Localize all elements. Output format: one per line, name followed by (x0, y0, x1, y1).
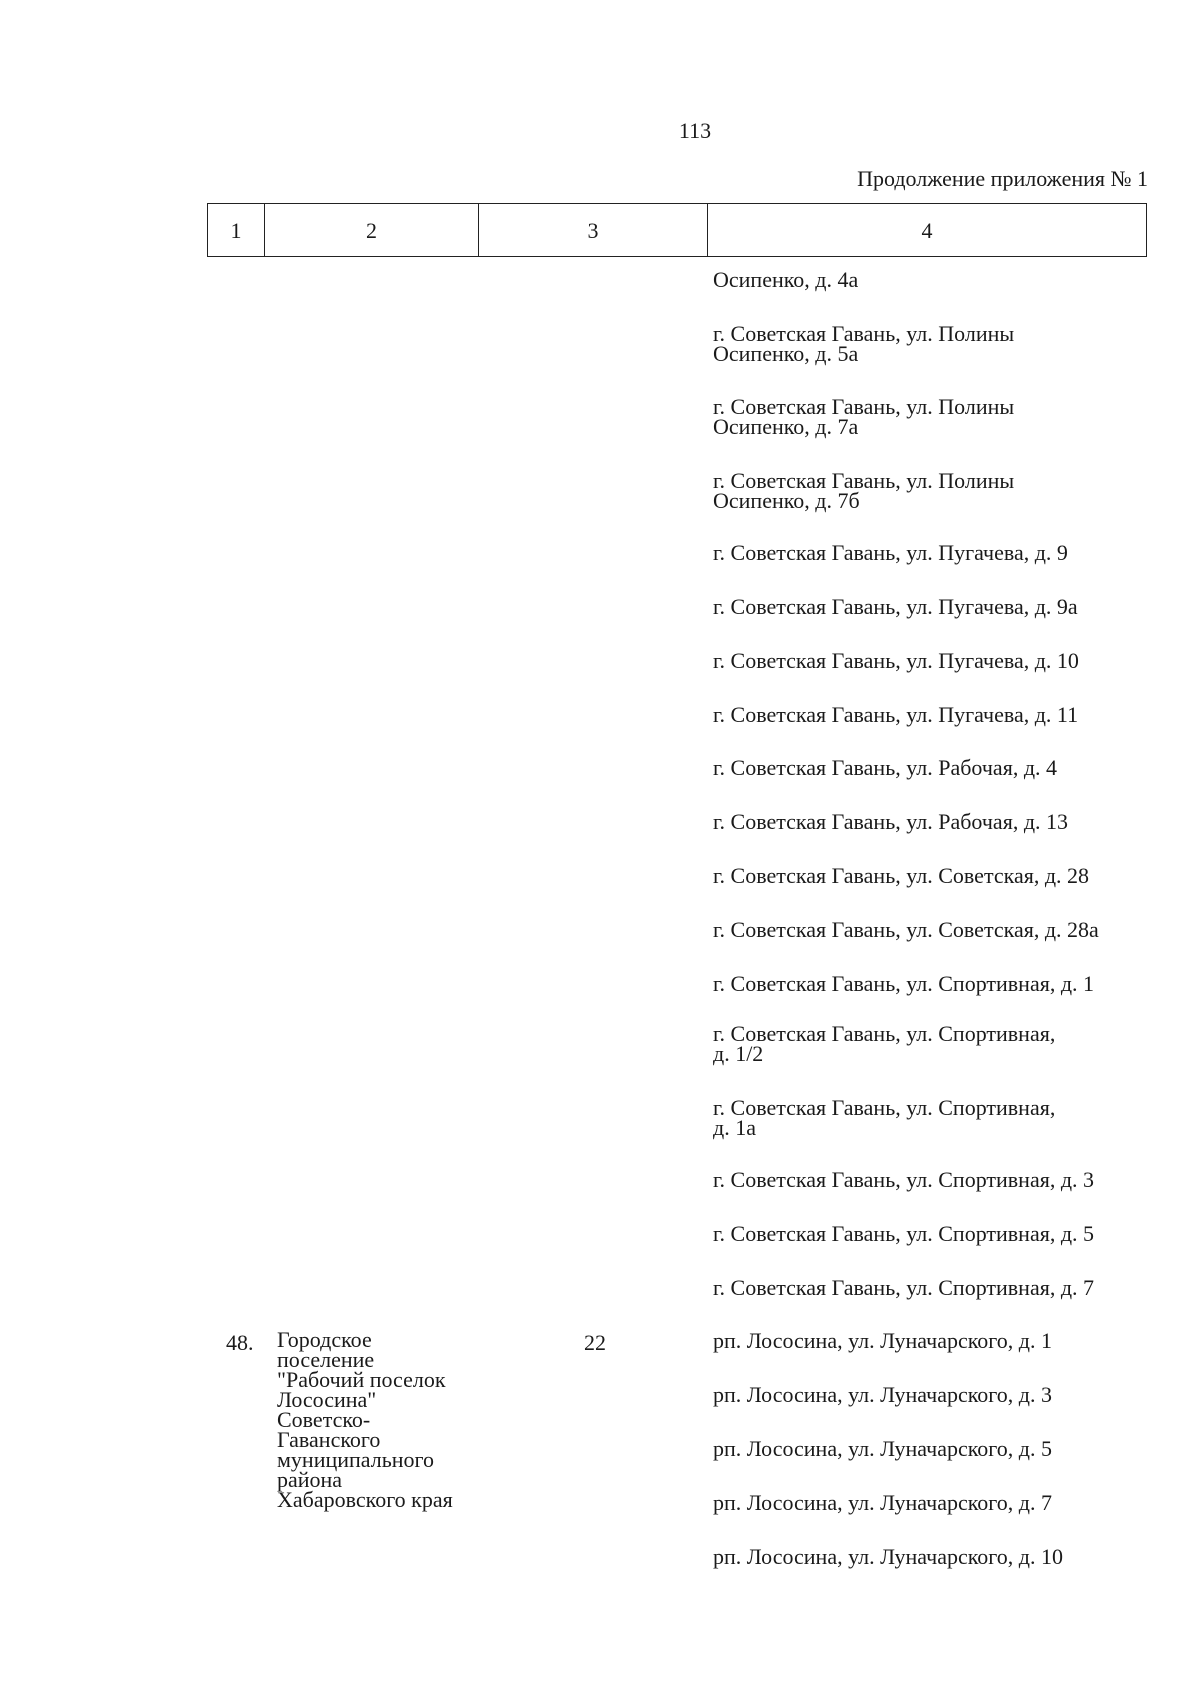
municipality-line: района (277, 1467, 343, 1492)
address-line-1: г. Советская Гавань, ул. Советская, д. 28 (713, 863, 1090, 888)
address-line-2: Осипенко, д. 5а (713, 341, 859, 366)
address-entry (713, 394, 1153, 439)
page-number (0, 118, 1200, 144)
municipality-line: "Рабочий поселок (277, 1367, 446, 1392)
address-line-1: рп. Лососина, ул. Луначарского, д. 3 (713, 1382, 1052, 1407)
address-line-2: д. 1/2 (713, 1041, 764, 1066)
address-line-1: г. Советская Гавань, ул. Пугачева, д. 11 (713, 702, 1079, 727)
address-line-1: г. Советская Гавань, ул. Спортивная, д. 7 (713, 1275, 1095, 1300)
municipality-line: Гаванского (277, 1427, 381, 1452)
address-line-1: г. Советская Гавань, ул. Спортивная, (713, 1021, 1056, 1046)
address-entry (713, 267, 1153, 292)
municipality-line: Городское (277, 1327, 372, 1352)
address-entry (713, 1490, 1153, 1515)
row-number: 48. (226, 1330, 254, 1355)
header-cell-2: 2 (265, 204, 479, 256)
address-entry (713, 1095, 1153, 1140)
address-line-1: г. Советская Гавань, ул. Рабочая, д. 13 (713, 809, 1069, 834)
address-entry (713, 648, 1153, 673)
address-line-1: г. Советская Гавань, ул. Спортивная, д. 3 (713, 1167, 1095, 1192)
address-line-1: г. Советская Гавань, ул. Пугачева, д. 9а (713, 594, 1078, 619)
table-header (207, 203, 1147, 257)
address-entry (713, 863, 1153, 888)
address-line-1: г. Советская Гавань, ул. Спортивная, д. 5 (713, 1221, 1095, 1246)
address-entry (713, 540, 1153, 565)
address-line-1: рп. Лососина, ул. Луначарского, д. 7 (713, 1490, 1052, 1515)
address-entry (713, 1167, 1153, 1192)
address-entry (713, 468, 1153, 513)
address-entry (713, 594, 1153, 619)
header-cell-4: 4 (921, 218, 933, 243)
building-count: 22 (584, 1330, 606, 1355)
address-line-1: г. Советская Гавань, ул. Полины (713, 321, 1015, 346)
address-line-1: г. Советская Гавань, ул. Пугачева, д. 10 (713, 648, 1079, 673)
address-entry (713, 971, 1153, 996)
page-number-text: 113 (678, 118, 712, 143)
address-line-2: д. 1а (713, 1115, 756, 1140)
address-line-1: г. Советская Гавань, ул. Спортивная, (713, 1095, 1056, 1120)
address-line-1: г. Советская Гавань, ул. Рабочая, д. 4 (713, 755, 1058, 780)
appendix-continuation-label: Продолжение приложения № 1 (857, 166, 1148, 191)
address-entry (713, 1382, 1153, 1407)
address-entry (713, 1544, 1153, 1569)
address-line-1: г. Советская Гавань, ул. Спортивная, д. 1 (713, 971, 1095, 996)
header-cell-3: 3 (479, 204, 708, 256)
address-entry (713, 1436, 1153, 1461)
header-cell-1: 1 (208, 204, 265, 256)
municipality-line: Советско- (277, 1407, 371, 1432)
address-entry (713, 1328, 1153, 1353)
address-entry (713, 702, 1153, 727)
address-line-1: г. Советская Гавань, ул. Полины (713, 394, 1015, 419)
address-entry (713, 1221, 1153, 1246)
address-entry (713, 755, 1153, 780)
address-entry (713, 917, 1153, 942)
address-line-1: г. Советская Гавань, ул. Пугачева, д. 9 (713, 540, 1068, 565)
address-line-1: рп. Лососина, ул. Луначарского, д. 1 (713, 1328, 1052, 1353)
municipality-line: Хабаровского края (277, 1487, 453, 1512)
address-line-1: г. Советская Гавань, ул. Полины (713, 468, 1015, 493)
address-line-1: Осипенко, д. 4а (713, 267, 859, 292)
address-entry (713, 1021, 1153, 1066)
address-entry (713, 809, 1153, 834)
municipality-line: поселение (277, 1347, 375, 1372)
municipality-name (277, 1327, 507, 1512)
address-line-2: Осипенко, д. 7б (713, 488, 860, 513)
address-line-2: Осипенко, д. 7а (713, 414, 859, 439)
municipality-line: Лососина" (277, 1387, 377, 1412)
address-line-1: рп. Лососина, ул. Луначарского, д. 10 (713, 1544, 1063, 1569)
address-line-1: г. Советская Гавань, ул. Советская, д. 28а (713, 917, 1099, 942)
address-entry (713, 1275, 1153, 1300)
municipality-line: муниципального (277, 1447, 435, 1472)
address-entry (713, 321, 1153, 366)
address-line-1: рп. Лососина, ул. Луначарского, д. 5 (713, 1436, 1052, 1461)
